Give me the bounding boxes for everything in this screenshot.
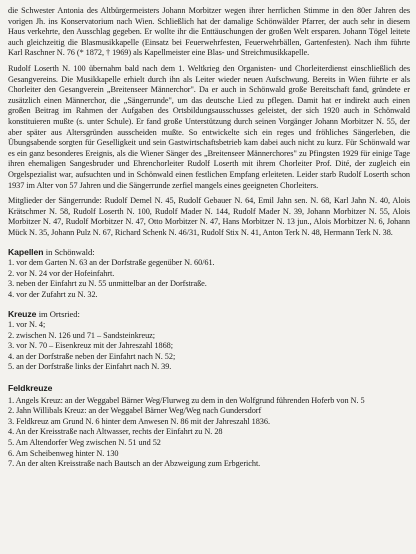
paragraph-music-history: die Schwester Antonia des Altbürgermeisters Johann Morbitzer wegen ihrer herrlichen Stimme in den 80er Jahren des vorigen Jh. ins Konservatorium nach Wien. Schließlich hat der damalige Schönwälder Pfarrer, der auch sehr in diesem Haus verkehrte, den Ausschlag gegeben. Er wollte ihr die Enttäuschungen der großen Welt ersparen. Johann Tögel leitete auch gleichzeitig die Blasmusikkapelle (Einsatz bei Feuerwehrfesten, Feuerwehrbällen, Gartenfesten). Nach ihm führte Karl Raschner N. 76 (* 1872, † 1969) als Kapellmeister eine Blas- und Streichmusikkapelle. bbox=[8, 6, 410, 58]
list-item: 3. vor N. 70 – Eisenkreuz mit der Jahreszahl 1868; bbox=[8, 341, 173, 351]
paragraph-rudolf-loserth: Rudolf Loserth N. 100 übernahm bald nach dem 1. Weltkrieg den Organisten- und Chorleiterdienst einschließlich des Gesangvereins. Die Musikkapelle erhielt durch ihn als Leiter wieder neuen Aufschwung. Bereits in Wien führte er als Chorleiter den Gesangverein „Breitenseer Männerchor". Da er auch in Schönwald große Bereitschaft fand, gründete er zusätzlich einen Männerchor, die „Sängerrunde", um das deutsche Lied zu pflegen. Damit hat er indirekt auch einen großen Beitrag im Rahmen der Aufgaben des Ortsbildungsausschusses geleistet, der sich 1920 auch in Schönwald konstituieren mußte (s. unter Schule). Er fand große Unterstützung durch seinen Vorgänger Johann Morbitzer N. 55, der aber später aus Altersgründen ausscheiden mußte. So entwickelte sich ein reges und fröhliches Sängerleben, die Übungsabende sorgten für Geselligkeit und sein Gastwirtschaftsbetrieb kam dabei auch nicht zu kurz. Für Schönwald war es ein ganz besonderes Ereignis, als die Wiener Sänger des „Breitenseer Männerchores" zu Pfingsten 1929 für einige Tage ihren ehemaligen Sangesbruder und Ehrenchorleiter Rudolf Loserth mit ihrem Chorleiter Prof. Dité, der zugleich ein Orgelspezialist war, aufsuchten und in Schönwald einen festlichen Empfang erleiteten. Leider starb Rudolf Loserth schon 1937 im Alter von 57 Jahren und die Sängerrunde zerfiel mangels eines geeigneten Chorleiters. bbox=[8, 63, 410, 190]
list-item: 5. an der Dorfstraße links der Einfahrt nach N. 39. bbox=[8, 362, 172, 372]
list-item: 4. vor der Zufahrt zu N. 32. bbox=[8, 289, 98, 299]
list-item: 6. Am Scheibenweg hinter N. 130 bbox=[8, 448, 119, 458]
list-item: 1. vor dem Garten N. 63 an der Dorfstraße gegenüber N. 60/61. bbox=[8, 258, 215, 268]
list-item: 2. zwischen N. 126 und 71 – Sandsteinkreuz; bbox=[8, 330, 156, 340]
kreuze-heading-title: Kreuze bbox=[8, 309, 37, 320]
kreuze-heading bbox=[8, 309, 410, 320]
list-item: 1. Angels Kreuz: an der Weggabel Bärner Weg/Flurweg zu dem in den Wolfgrund führenden Hoferb von N. 5 bbox=[8, 395, 365, 405]
list-item: 3. neben der Einfahrt zu N. 55 unmittelbar an der Dorfstraße. bbox=[8, 279, 207, 289]
kapellen-heading-title: Kapellen bbox=[8, 247, 44, 258]
kapellen-heading-subtitle: in Schönwald: bbox=[45, 247, 95, 258]
list-item: 1. vor N. 4; bbox=[8, 320, 46, 330]
list-item: 4. an der Dorfstraße neben der Einfahrt nach N. 52; bbox=[8, 351, 176, 361]
feldkreuze-heading: Feldkreuze bbox=[8, 383, 53, 393]
kapellen-list bbox=[8, 258, 410, 300]
list-item: 2. Jahn Willibals Kreuz: an der Weggabel Bärner Weg/Weg nach Gundersdorf bbox=[8, 406, 262, 416]
list-item: 3. Feldkreuz am Grund N. 6 hinter dem Anwesen N. 86 mit der Jahreszahl 1836. bbox=[8, 416, 270, 426]
kapellen-heading bbox=[8, 247, 410, 258]
list-item: 2. vor N. 24 vor der Hofeinfahrt. bbox=[8, 268, 115, 278]
list-item: 5. Am Altendorfer Weg zwischen N. 51 und 52 bbox=[8, 437, 161, 447]
kreuze-list bbox=[8, 320, 410, 373]
kreuze-heading-subtitle: im Ortsried: bbox=[38, 309, 80, 320]
paragraph-saengerrunde-members: Mitglieder der Sängerrunde: Rudolf Demel N. 45, Rudolf Gebauer N. 64, Emil Jahn sen. N. 68, Karl Jahn N. 40, Alois Krätschmer N. 58, Rudolf Loserth N. 100, Rudolf Mader N. 144, Rudolf Mader N. 39, Johann Morbitzer N. 55, Alois Morbitzer N. 47, Rudolf Morbitzer N. 47, Otto Morbitzer N. 47, Hans Morbitzer N. 13 jun., Alois Morbitzer N. 6, Johann Mück N. 35, Johann Pulz N. 67, Richard Schenk N. 46/31, Rudolf Stix N. 41, Anton Terk N. 48, Hermann Terk N. 38. bbox=[8, 196, 410, 237]
list-item: 7. An der alten Kreisstraße nach Bautsch an der Abzweigung zum Erbgericht. bbox=[8, 459, 261, 469]
feldkreuze-list bbox=[8, 396, 410, 470]
list-item: 4. An der Kreisstraße nach Altwasser, rechts der Einfahrt zu N. 28 bbox=[8, 427, 223, 437]
